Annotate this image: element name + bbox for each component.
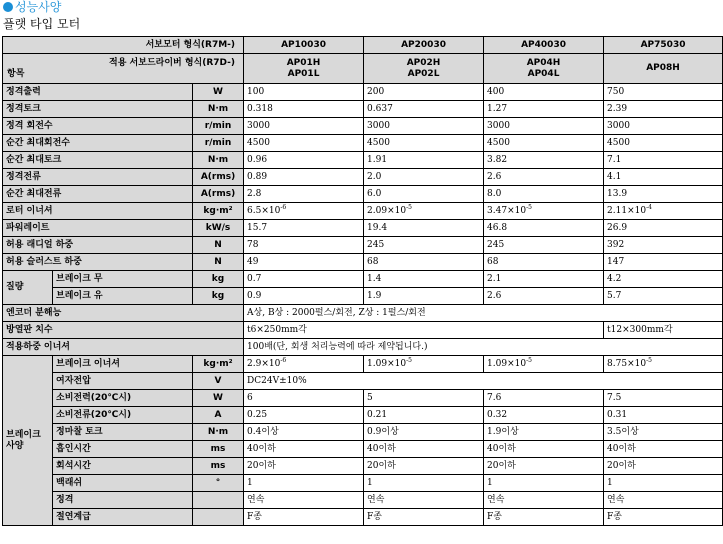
value-cell: 20이하 — [244, 458, 364, 475]
header-labels — [3, 54, 244, 84]
value-cell: 147 — [604, 254, 723, 271]
value-cell-exp: -5 — [406, 203, 412, 211]
value-cell: 2.6 — [484, 169, 604, 186]
table-row — [3, 169, 723, 186]
value-cell: 0.25 — [244, 407, 364, 424]
value-cell: 0.21 — [364, 407, 484, 424]
value-cell: 4.1 — [604, 169, 723, 186]
row-label: 방열판 치수 — [3, 322, 244, 339]
value-cell: 4500 — [244, 135, 364, 152]
item-label: 항목 — [7, 69, 25, 79]
value-cell: 19.4 — [364, 220, 484, 237]
row-unit: ms — [193, 458, 244, 475]
value-cell: 5.7 — [604, 288, 723, 305]
value-cell-base: 6.5×10 — [247, 205, 281, 216]
value-cell: 7.6 — [484, 390, 604, 407]
row-unit: A(rms) — [193, 186, 244, 203]
bullet-icon — [3, 2, 13, 12]
value-cell — [484, 203, 604, 220]
row-unit: N·m — [193, 424, 244, 441]
row-label: 정격 회전수 — [3, 118, 193, 135]
motor-model-2: AP20030 — [364, 37, 484, 54]
row-unit: ms — [193, 441, 244, 458]
motor-model-label: 서보모터 형식(R7M-) — [3, 37, 244, 54]
value-cell-exp: -4 — [646, 203, 652, 211]
table-row — [3, 271, 723, 288]
value-cell: 3.5이상 — [604, 424, 723, 441]
row-label: 정격출력 — [3, 84, 193, 101]
value-cell: F종 — [364, 509, 484, 526]
value-cell: 100배(단, 회생 처리능력에 따라 제약됩니다.) — [244, 339, 723, 356]
value-cell: 0.318 — [244, 101, 364, 118]
row-label: 적용하중 이너셔 — [3, 339, 244, 356]
row-label: 회석시간 — [53, 458, 193, 475]
row-unit: W — [193, 390, 244, 407]
row-unit — [193, 509, 244, 526]
driver-model-2: AP02H AP02L — [364, 54, 484, 84]
value-cell: 750 — [604, 84, 723, 101]
row-label: 절연계급 — [53, 509, 193, 526]
value-cell: 1 — [484, 475, 604, 492]
row-unit — [193, 492, 244, 509]
value-cell — [364, 203, 484, 220]
table-row — [3, 390, 723, 407]
table-row — [3, 118, 723, 135]
value-cell: 1 — [364, 475, 484, 492]
value-cell: 20이하 — [604, 458, 723, 475]
row-label: 정격토크 — [3, 101, 193, 118]
value-cell: 400 — [484, 84, 604, 101]
table-row — [3, 356, 723, 373]
table-row — [3, 203, 723, 220]
value-cell: 6.0 — [364, 186, 484, 203]
value-cell: 연속 — [244, 492, 364, 509]
value-cell: 4500 — [484, 135, 604, 152]
value-cell: F종 — [484, 509, 604, 526]
value-cell — [364, 356, 484, 373]
table-row — [3, 254, 723, 271]
value-cell: 2.6 — [484, 288, 604, 305]
value-cell: DC24V±10% — [244, 373, 723, 390]
value-cell: 연속 — [364, 492, 484, 509]
row-label: 엔코더 분해능 — [3, 305, 244, 322]
row-label: 여자전압 — [53, 373, 193, 390]
value-cell: 7.5 — [604, 390, 723, 407]
value-cell: 0.4이상 — [244, 424, 364, 441]
value-cell: 2.39 — [604, 101, 723, 118]
value-cell: 0.9 — [244, 288, 364, 305]
row-unit: N·m — [193, 152, 244, 169]
value-cell: 1.4 — [364, 271, 484, 288]
value-cell: 연속 — [604, 492, 723, 509]
row-unit: kg — [193, 288, 244, 305]
row-label: 순간 최대회전수 — [3, 135, 193, 152]
value-cell: 3000 — [244, 118, 364, 135]
motor-model-4: AP75030 — [604, 37, 723, 54]
value-cell: 7.1 — [604, 152, 723, 169]
value-cell-exp: -5 — [526, 203, 532, 211]
row-unit: kg·m² — [193, 356, 244, 373]
value-cell: 40이하 — [364, 441, 484, 458]
value-cell-base: 2.09×10 — [367, 205, 407, 216]
driver-model-1: AP01H AP01L — [244, 54, 364, 84]
value-cell-base: 1.09×10 — [367, 358, 407, 369]
row-label: 정격 — [53, 492, 193, 509]
value-cell: 200 — [364, 84, 484, 101]
value-cell: F종 — [604, 509, 723, 526]
value-cell: 0.89 — [244, 169, 364, 186]
value-cell: 26.9 — [604, 220, 723, 237]
row-label: 브레이크 무 — [53, 271, 193, 288]
value-cell: 68 — [364, 254, 484, 271]
row-label: 흡인시간 — [53, 441, 193, 458]
value-cell-base: 2.11×10 — [607, 205, 647, 216]
value-cell: 1.91 — [364, 152, 484, 169]
row-label: 정격전류 — [3, 169, 193, 186]
brake-group-label: 브레이크 사양 — [3, 356, 53, 526]
value-cell-exp: -6 — [280, 203, 287, 211]
value-cell: 20이하 — [364, 458, 484, 475]
value-cell: 13.9 — [604, 186, 723, 203]
value-cell: 0.96 — [244, 152, 364, 169]
spec-table — [2, 36, 723, 526]
row-label: 파워레이트 — [3, 220, 193, 237]
value-cell — [604, 356, 723, 373]
value-cell: 40이하 — [604, 441, 723, 458]
value-cell-base: 3.47×10 — [487, 205, 527, 216]
value-cell: 78 — [244, 237, 364, 254]
weight-group-label: 질량 — [3, 271, 53, 305]
value-cell: 0.9이상 — [364, 424, 484, 441]
row-unit: W — [193, 84, 244, 101]
page-subtitle: 플랫 타입 모터 — [3, 17, 81, 31]
value-cell: 1.9 — [364, 288, 484, 305]
row-label: 허용 래디얼 하중 — [3, 237, 193, 254]
row-label: 브레이크 유 — [53, 288, 193, 305]
value-cell: 20이하 — [484, 458, 604, 475]
value-cell-exp: -5 — [406, 356, 412, 364]
value-cell: 3.82 — [484, 152, 604, 169]
value-cell-base: 1.09×10 — [487, 358, 527, 369]
value-cell: 46.8 — [484, 220, 604, 237]
table-row — [3, 492, 723, 509]
value-cell — [604, 203, 723, 220]
value-cell: 4.2 — [604, 271, 723, 288]
row-label: 로터 이너셔 — [3, 203, 193, 220]
table-row — [3, 458, 723, 475]
table-row — [3, 101, 723, 118]
value-cell: t6×250mm각 — [244, 322, 604, 339]
value-cell: 1 — [244, 475, 364, 492]
table-row — [3, 288, 723, 305]
value-cell: 2.8 — [244, 186, 364, 203]
value-cell: F종 — [244, 509, 364, 526]
table-row — [3, 305, 723, 322]
value-cell: 4500 — [364, 135, 484, 152]
table-row — [3, 152, 723, 169]
row-unit: A(rms) — [193, 169, 244, 186]
value-cell: 6 — [244, 390, 364, 407]
value-cell-base: 8.75×10 — [607, 358, 647, 369]
table-row — [3, 237, 723, 254]
value-cell: 3000 — [364, 118, 484, 135]
value-cell: 100 — [244, 84, 364, 101]
row-unit: V — [193, 373, 244, 390]
table-row — [3, 509, 723, 526]
value-cell: 2.0 — [364, 169, 484, 186]
value-cell: 0.32 — [484, 407, 604, 424]
value-cell: 68 — [484, 254, 604, 271]
value-cell: 40이하 — [244, 441, 364, 458]
row-label: 소비전류(20℃시) — [53, 407, 193, 424]
table-row — [3, 373, 723, 390]
value-cell: 0.637 — [364, 101, 484, 118]
driver-model-4: AP08H — [604, 54, 723, 84]
row-unit: r/min — [193, 118, 244, 135]
value-cell: 49 — [244, 254, 364, 271]
row-label: 허용 슬러스트 하중 — [3, 254, 193, 271]
row-unit: N — [193, 254, 244, 271]
table-row — [3, 186, 723, 203]
value-cell: A상, B상 : 2000펄스/회전, Z상 : 1펄스/회전 — [244, 305, 723, 322]
row-unit: A — [193, 407, 244, 424]
row-unit: r/min — [193, 135, 244, 152]
value-cell: 3000 — [484, 118, 604, 135]
table-row — [3, 135, 723, 152]
driver-model-3: AP04H AP04L — [484, 54, 604, 84]
row-label: 순간 최대전류 — [3, 186, 193, 203]
row-label: 브레이크 이너셔 — [53, 356, 193, 373]
row-label: 백래쉬 — [53, 475, 193, 492]
value-cell: 245 — [364, 237, 484, 254]
table-row — [3, 339, 723, 356]
table-row — [3, 407, 723, 424]
value-cell-base: 2.9×10 — [247, 358, 281, 369]
value-cell: t12×300mm각 — [604, 322, 723, 339]
row-unit: N — [193, 237, 244, 254]
value-cell-exp: -5 — [646, 356, 652, 364]
table-row — [3, 220, 723, 237]
row-label: 소비전력(20℃시) — [53, 390, 193, 407]
row-unit: kg·m² — [193, 203, 244, 220]
motor-model-1: AP10030 — [244, 37, 364, 54]
section-title: 성능사양 — [3, 0, 61, 15]
value-cell: 40이하 — [484, 441, 604, 458]
value-cell — [244, 356, 364, 373]
value-cell: 1 — [604, 475, 723, 492]
value-cell: 0.7 — [244, 271, 364, 288]
row-unit: N·m — [193, 101, 244, 118]
table-row — [3, 84, 723, 101]
value-cell-exp: -5 — [526, 356, 532, 364]
value-cell: 245 — [484, 237, 604, 254]
value-cell: 연속 — [484, 492, 604, 509]
value-cell: 4500 — [604, 135, 723, 152]
row-label: 정마찰 토크 — [53, 424, 193, 441]
driver-model-label: 적용 서보드라이버 형식(R7D-) — [109, 58, 236, 68]
motor-model-3: AP40030 — [484, 37, 604, 54]
row-unit: kW/s — [193, 220, 244, 237]
value-cell: 0.31 — [604, 407, 723, 424]
value-cell: 3000 — [604, 118, 723, 135]
value-cell: 8.0 — [484, 186, 604, 203]
value-cell: 1.27 — [484, 101, 604, 118]
value-cell: 5 — [364, 390, 484, 407]
value-cell: 392 — [604, 237, 723, 254]
value-cell-exp: -6 — [280, 356, 287, 364]
value-cell: 15.7 — [244, 220, 364, 237]
value-cell: 1.9이상 — [484, 424, 604, 441]
table-row — [3, 322, 723, 339]
table-row — [3, 475, 723, 492]
row-unit: kg — [193, 271, 244, 288]
value-cell — [484, 356, 604, 373]
value-cell: 2.1 — [484, 271, 604, 288]
table-row — [3, 441, 723, 458]
value-cell — [244, 203, 364, 220]
row-unit: ° — [193, 475, 244, 492]
row-label: 순간 최대토크 — [3, 152, 193, 169]
table-row — [3, 424, 723, 441]
